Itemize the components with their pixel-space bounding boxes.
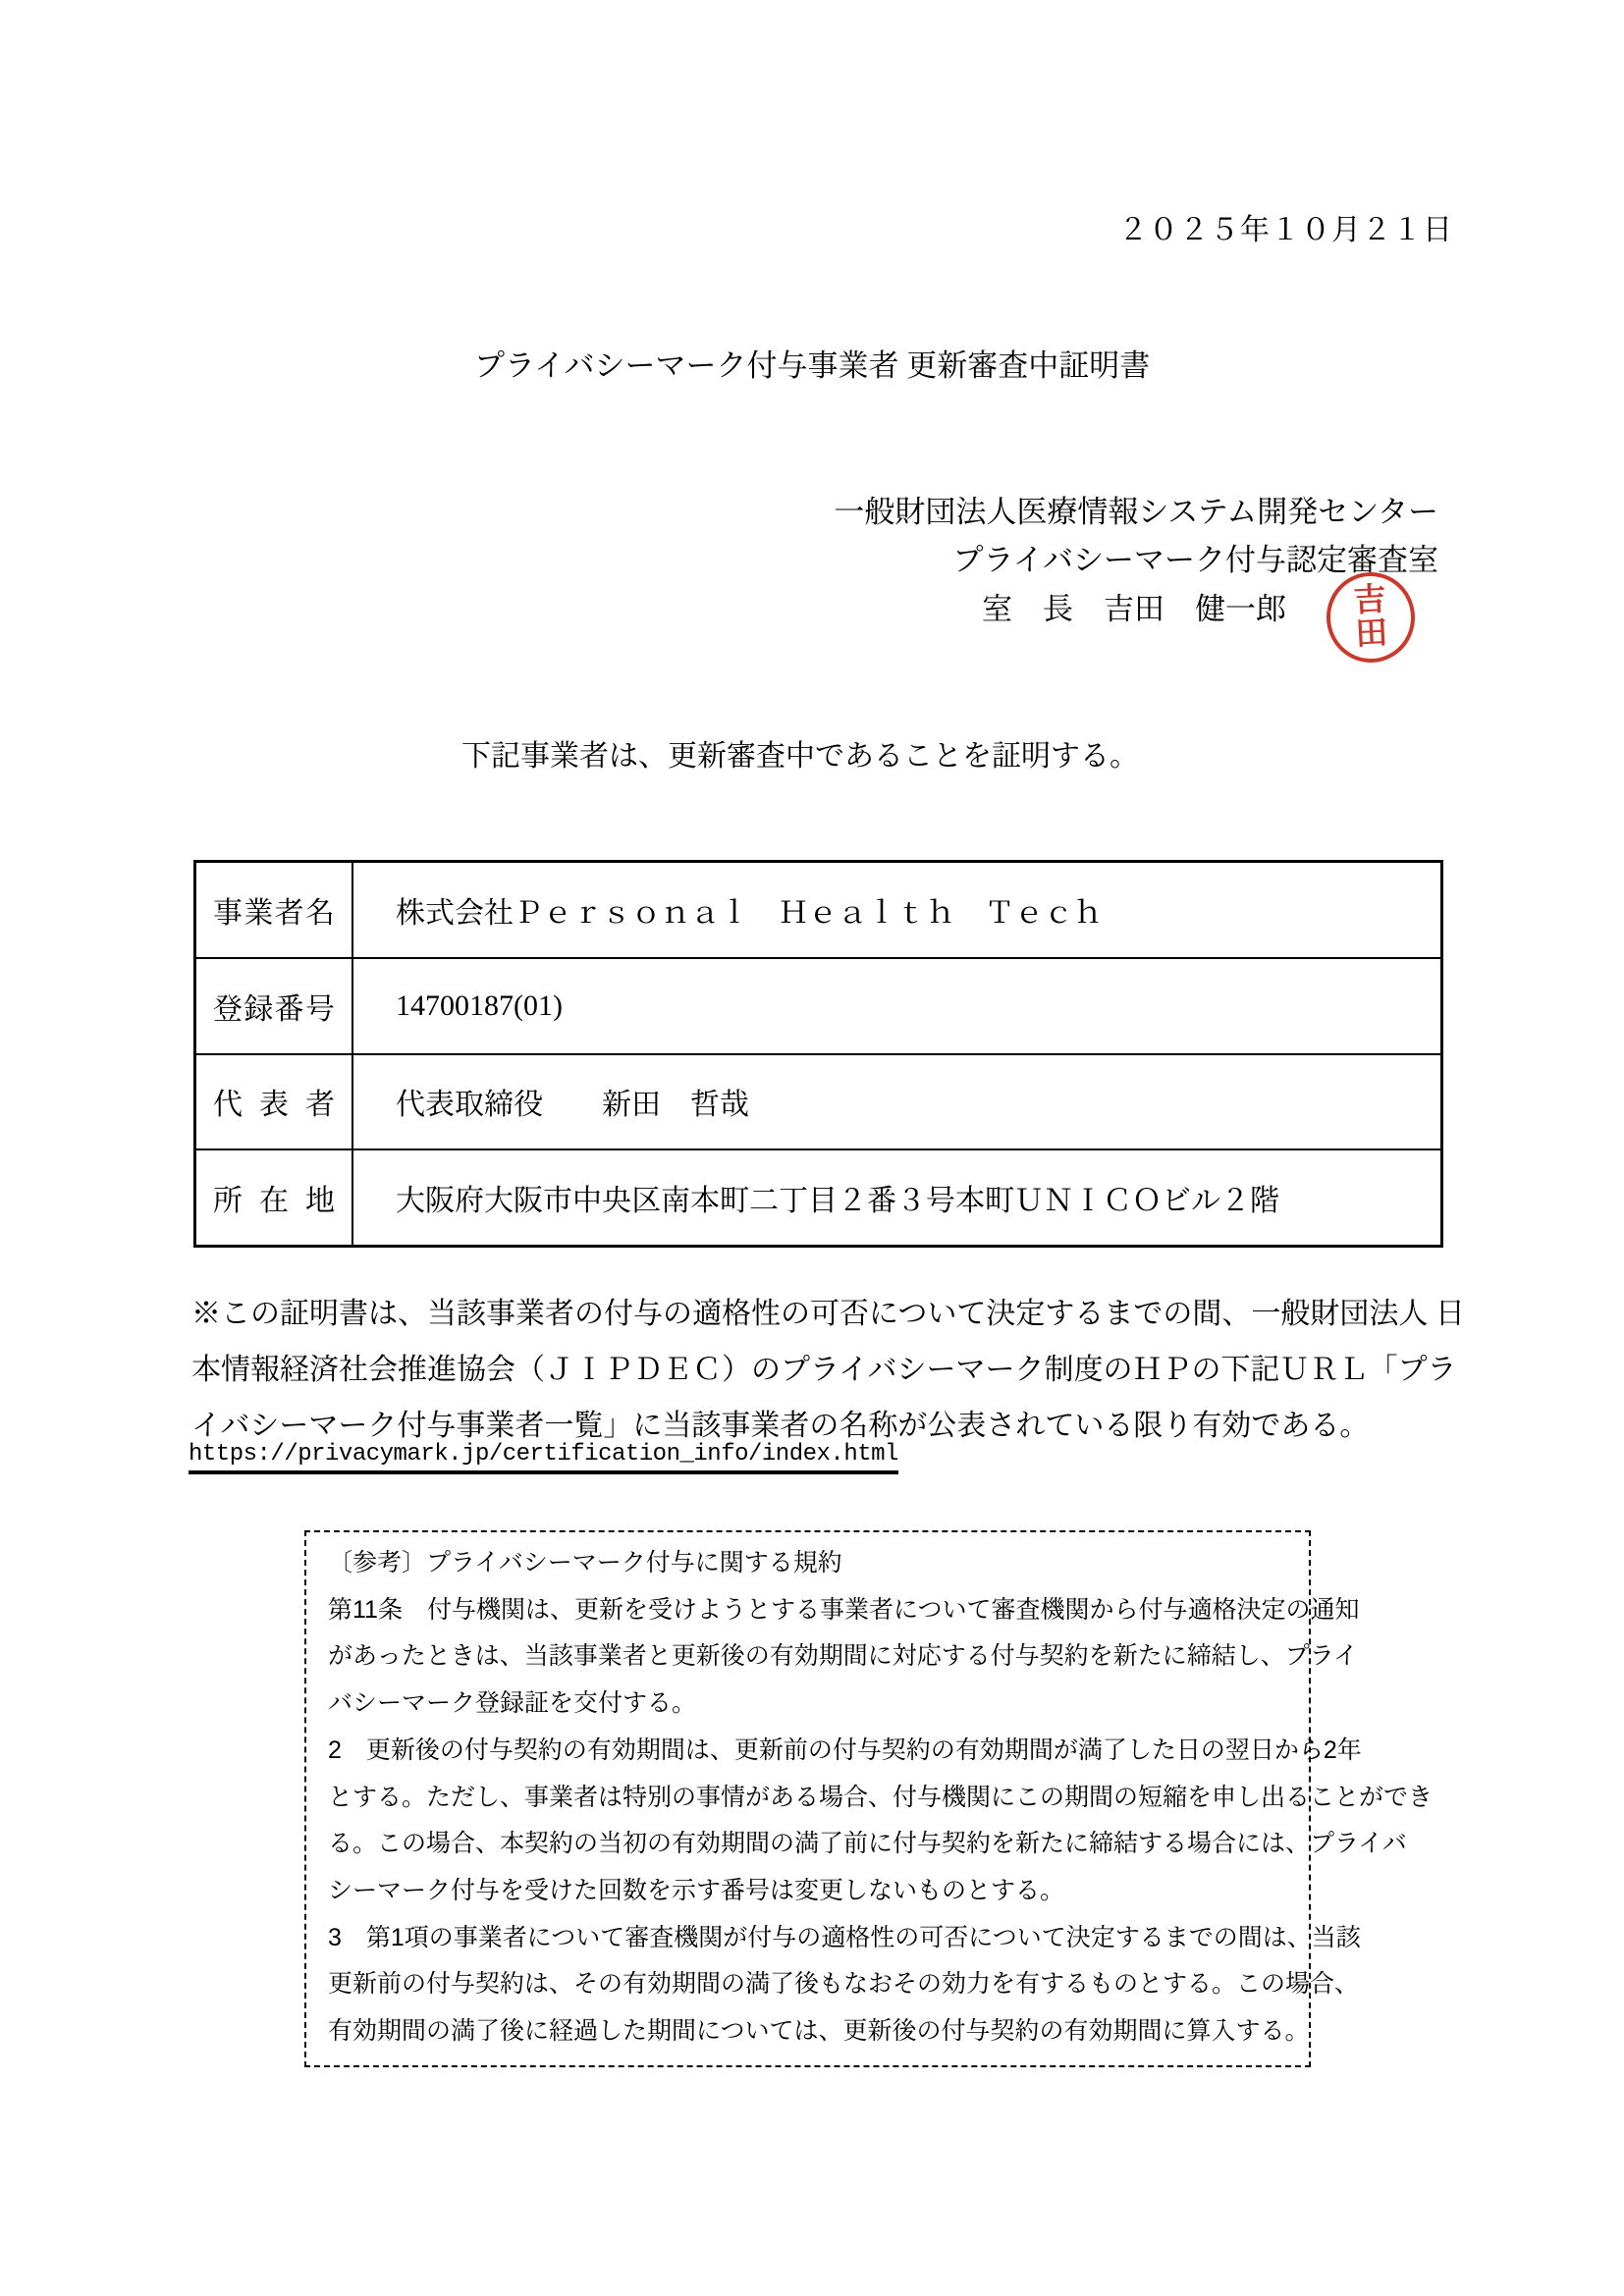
reference-line: があったときは、当該事業者と更新後の有効期間に対応する付与契約を新たに締結し、プライ	[328, 1642, 1359, 1671]
validity-note-line: 本情報経済社会推進協会（ＪＩＰＤＥＣ）のプライバシーマーク制度のＨＰの下記ＵＲＬ「プラ	[191, 1354, 1457, 1386]
validity-note	[191, 1286, 1468, 1454]
reference-line: バシーマーク登録証を交付する。	[328, 1689, 697, 1718]
row-value: 代表取締役 新田 哲哉	[396, 1089, 749, 1122]
row-label: 事業者名	[213, 896, 335, 930]
reference-line: 有効期間の満了後に経過した期間については、更新後の付与契約の有効期間に算入する。	[328, 2017, 1310, 2046]
table-row	[196, 863, 1440, 957]
row-label: 登録番号	[213, 992, 335, 1026]
row-label-cell	[196, 1055, 353, 1149]
row-label-cell	[196, 863, 353, 957]
certificate-title: プライバシーマーク付与事業者 更新審査中証明書	[474, 348, 1151, 383]
reference-line: る。この場合、本契約の当初の有効期間の満了前に付与契約を新たに締結する場合には、プライバ	[328, 1830, 1407, 1858]
validity-note-line: ※この証明書は、当該事業者の付与の適格性の可否について決定するまでの間、一般財団法人 日	[191, 1298, 1465, 1330]
seal-char-bottom: 田	[1354, 615, 1389, 653]
reference-line: 第11条 付与機関は、更新を受けようとする事業者について審査機関から付与適格決定の通知	[328, 1595, 1360, 1624]
issuer-organization: 一般財団法人医療情報システム開発センター	[834, 495, 1438, 529]
row-label-cell	[196, 959, 353, 1053]
issue-date: ２０２５年１０月２１日	[1118, 214, 1453, 246]
table-row	[196, 957, 1440, 1053]
business-info-table	[193, 860, 1443, 1248]
row-label-cell	[196, 1150, 353, 1245]
row-value: 14700187(01)	[396, 988, 563, 1022]
row-label: 所在地	[213, 1185, 335, 1218]
issuer-department: プライバシーマーク付与認定審査室	[952, 543, 1438, 577]
reference-line: とする。ただし、事業者は特別の事情がある場合、付与機関にこの期間の短縮を申し出ることができ	[328, 1783, 1434, 1811]
reference-line: 3 第1項の事業者について審査機関が付与の適格性の可否について決定するまでの間は、当該	[328, 1923, 1361, 1951]
red-hanko-seal	[1325, 570, 1418, 666]
reference-line: 2 更新後の付与契約の有効期間は、更新前の付与契約の有効期間が満了した日の翌日から2年	[328, 1735, 1362, 1764]
row-label: 代表者	[213, 1089, 335, 1122]
reference-regulation-box	[304, 1530, 1434, 2067]
table-row	[196, 1148, 1440, 1245]
table-row	[196, 1053, 1440, 1149]
reference-line: シーマーク付与を受けた回数を示す番号は変更しないものとする。	[328, 1876, 1065, 1904]
reference-line: 更新前の付与契約は、その有効期間の満了後もなおその効力を有するものとする。この場合、	[328, 1970, 1360, 1999]
row-value: 株式会社Ｐｅｒｓｏｎａｌ Ｈｅａｌｔｈ Ｔｅｃｈ	[396, 896, 1103, 930]
certification-statement: 下記事業者は、更新審査中であることを証明する。	[461, 740, 1139, 773]
issuer-signer: 室 長 吉田 健一郎	[982, 592, 1286, 626]
reference-line: 〔参考〕プライバシーマーク付与に関する規約	[328, 1549, 842, 1576]
privacymark-url-link[interactable]: https://privacymark.jp/certification_info/index.html	[189, 1441, 898, 1474]
validity-note-line: イバシーマーク付与事業者一覧」に当該事業者の名称が公表されている限り有効である。	[191, 1410, 1370, 1442]
row-value: 大阪府大阪市中央区南本町二丁目２番３号本町ＵＮＩＣＯビル２階	[396, 1185, 1279, 1218]
seal-char-top: 吉	[1352, 582, 1387, 619]
